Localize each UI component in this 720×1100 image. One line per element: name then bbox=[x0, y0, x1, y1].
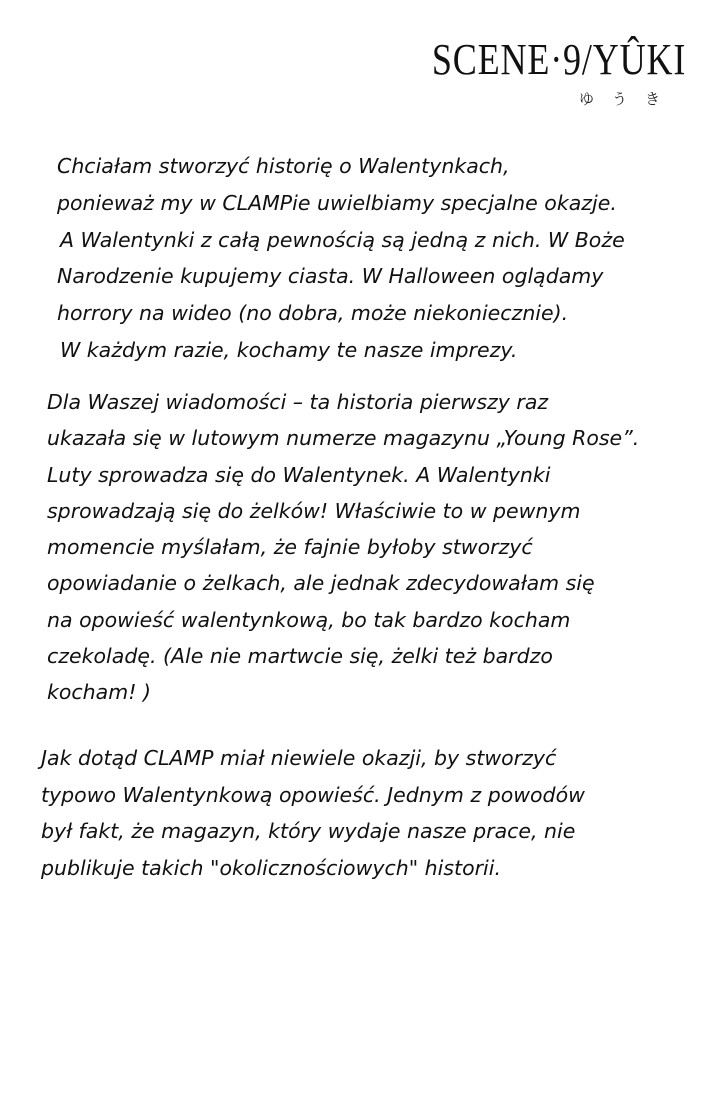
paragraph-line: horrory na wideo (no dobra, może niekoniecznie). bbox=[57, 301, 569, 326]
paragraph-line: Luty sprowadza się do Walentynek. A Walentynki bbox=[47, 462, 551, 487]
scene-header bbox=[376, 35, 686, 109]
paragraph-line: W każdym razie, kochamy te nasze imprezy. bbox=[60, 337, 518, 362]
paragraph-line: publikuje takich "okolicznościowych" historii. bbox=[41, 855, 501, 880]
paragraph-line: typowo Walentynkową opowieść. Jednym z powodów bbox=[41, 782, 585, 807]
paragraph-line: na opowieść walentynkową, bo tak bardzo kocham bbox=[47, 607, 571, 632]
paragraph-line: kocham! ) bbox=[47, 680, 151, 705]
paragraph-2 bbox=[47, 384, 639, 711]
paragraph-1 bbox=[57, 148, 625, 369]
paragraph-line: Jak dotąd CLAMP miał niewiele okazji, by stworzyć bbox=[41, 746, 557, 770]
paragraph-line: ukazała się w lutowym numerze magazynu „Young Rose”. bbox=[47, 426, 640, 451]
paragraph-line: Chciałam stworzyć historię o Walentynkach, bbox=[57, 154, 510, 178]
paragraph-line: Narodzenie kupujemy ciasta. W Halloween oglądamy bbox=[57, 264, 604, 289]
paragraph-line: sprowadzają się do żelków! Właściwie to w pewnym bbox=[47, 498, 581, 523]
scene-kana: ゆうき bbox=[578, 90, 678, 108]
paragraph-line: czekoladę. (Ale nie martwcie się, żelki też bardzo bbox=[47, 644, 553, 669]
paragraph-line: opowiadanie o żelkach, ale jednak zdecydowałam się bbox=[47, 571, 595, 596]
paragraph-line: Dla Waszej wiadomości – ta historia pierwszy raz bbox=[47, 390, 549, 414]
paragraph-3 bbox=[41, 740, 585, 886]
scene-title: SCENE·9/YÛKI bbox=[431, 35, 686, 84]
paragraph-line: ponieważ my w CLAMPie uwielbiamy specjalne okazje. bbox=[57, 190, 617, 215]
paragraph-line: był fakt, że magazyn, który wydaje nasze prace, nie bbox=[41, 819, 576, 843]
paragraph-line: momencie myślałam, że fajnie byłoby stworzyć bbox=[47, 535, 533, 560]
paragraph-line: A Walentynki z całą pewnością są jedną z nich. W Boże bbox=[60, 227, 625, 252]
